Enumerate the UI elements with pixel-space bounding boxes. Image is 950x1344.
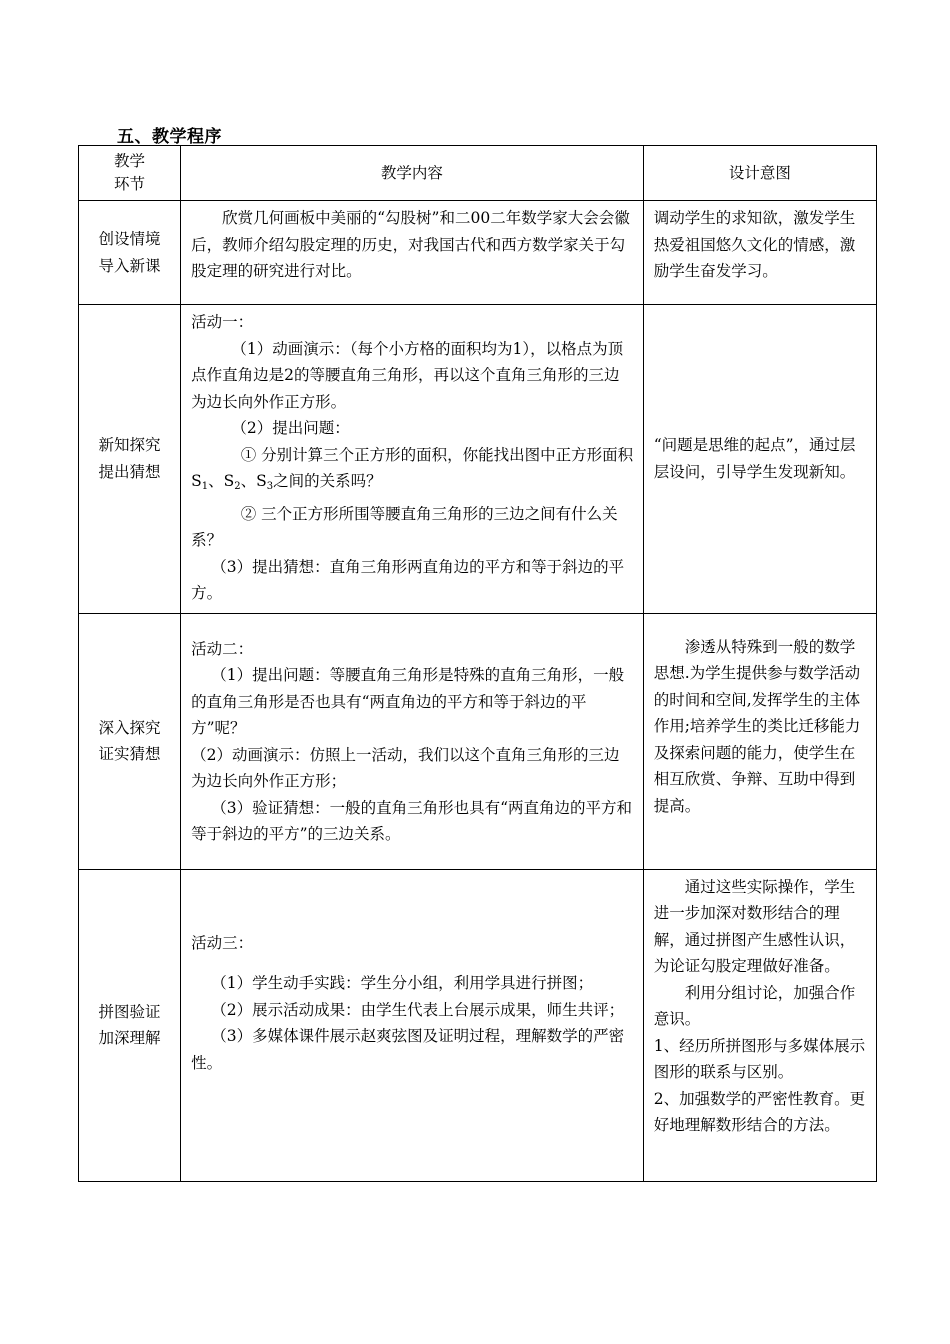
stage-label-line1: 新知探究 — [98, 436, 161, 455]
table-header-row — [79, 146, 877, 201]
content-paragraph: ② 三个正方形所围等腰直角三角形的三边之间有什么关系？ — [191, 504, 618, 549]
content-paragraph: （3）多媒体课件展示赵爽弦图及证明过程，理解数学的严密性。 — [191, 1027, 625, 1072]
stage-cell — [79, 305, 181, 614]
content-paragraph: 欣赏几何画板中美丽的“勾股树”和二00二年数学家大会会徽后，教师介绍勾股定理的历史，对我国古代和西方数学家关于勾股定理的研究进行对比。 — [191, 209, 630, 280]
formula-s1: $S_1$ — [191, 472, 209, 492]
stage-cell — [79, 613, 181, 869]
content-paragraph: （2）展示活动成果：由学生代表上台展示成果，师生共评； — [211, 1000, 625, 1019]
stage-label-line1: 拼图验证 — [98, 1002, 161, 1021]
content-paragraph: （3）验证猜想：一般的直角三角形也具有“两直角边的平方和等于斜边的平方”的三边关系。 — [191, 798, 633, 843]
stage-label-line1: 深入探究 — [98, 718, 161, 737]
stage-label-line2: 证实猜想 — [98, 745, 161, 763]
teaching-procedure-table — [78, 145, 877, 1182]
content-paragraph: （3）提出猜想：直角三角形两直角边的平方和等于斜边的平方。 — [191, 557, 625, 602]
header-stage-line1: 教学 — [114, 152, 146, 170]
table-row — [79, 613, 877, 869]
purpose-cell — [643, 201, 876, 305]
stage-label-line2: 加深理解 — [98, 1029, 161, 1047]
purpose-paragraph: 1、经历所拼图形与多媒体展示图形的联系与区别。 — [653, 1036, 866, 1081]
header-stage-line2: 环节 — [114, 175, 146, 193]
header-content: 教学内容 — [181, 146, 644, 201]
formula-s3: $S_3$ — [256, 472, 274, 492]
content-paragraph: 活动一： — [191, 313, 254, 331]
section-title: 五、教学程序 — [117, 127, 222, 147]
purpose-paragraph: 2、加强数学的严密性教育。更好地理解数形结合的方法。 — [653, 1089, 866, 1134]
purpose-paragraph: 调动学生的求知欲，激发学生热爱祖国悠久文化的情感，激励学生奋发学习。 — [653, 209, 856, 280]
purpose-paragraph: “问题是思维的起点”，通过层层设问，引导学生发现新知。 — [653, 436, 856, 481]
purpose-cell — [643, 613, 876, 869]
content-cell — [181, 869, 644, 1181]
header-purpose: 设计意图 — [643, 146, 876, 201]
formula-s2: $S_2$ — [223, 472, 241, 492]
content-paragraph: （2）动画演示：仿照上一活动，我们以这个直角三角形的三边为边长向外作正方形； — [191, 745, 620, 790]
question-text: ① 分别计算三个正方形的面积，你能找出图中正方形面积 — [240, 445, 634, 464]
table-row — [79, 869, 877, 1181]
purpose-paragraph: 渗透从特殊到一般的数学思想.为学生提供参与数学活动的时间和空间,发挥学生的主体作用;培养学生的类比迁移能力及探索问题的能力，使学生在相互欣赏、争辩、互助中得到提高。 — [653, 637, 861, 815]
content-cell — [181, 201, 644, 305]
stage-label-line2: 提出猜想 — [98, 462, 161, 481]
header-stage — [79, 146, 181, 201]
purpose-cell — [643, 869, 876, 1181]
purpose-paragraph: 通过这些实际操作，学生进一步加深对数形结合的理解，通过拼图产生感性认识，为论证勾股定理做好准备。 — [653, 877, 856, 975]
table-row — [79, 305, 877, 614]
content-paragraph: ① 分别计算三个正方形的面积，你能找出图中正方形面积$S_1$、$S_2$、$S_3$之间的关系吗？ — [191, 445, 634, 492]
content-paragraph: 活动三： — [191, 933, 254, 952]
stage-cell — [79, 201, 181, 305]
content-paragraph: （1）提出问题：等腰直角三角形是特殊的直角三角形，一般的直角三角形是否也具有“两直角边的平方和等于斜边的平方”呢？ — [191, 666, 625, 737]
content-paragraph: （1）动画演示：（每个小方格的面积均为1），以格点为顶点作直角边是2的等腰直角三角形，再以这个直角三角形的三边为边长向外作正方形。 — [191, 339, 624, 411]
stage-label-line1: 创设情境 — [98, 230, 161, 248]
purpose-cell — [643, 305, 876, 614]
content-paragraph: （1）学生动手实践：学生分小组，利用学具进行拼图； — [211, 974, 594, 992]
content-paragraph: 活动二： — [191, 639, 254, 658]
content-cell — [181, 613, 644, 869]
purpose-paragraph: 利用分组讨论，加强合作意识。 — [653, 983, 856, 1028]
content-paragraph: （2）提出问题： — [231, 419, 350, 437]
table-row — [79, 201, 877, 305]
content-cell — [181, 305, 644, 614]
stage-label-line2: 导入新课 — [98, 256, 161, 275]
stage-cell — [79, 869, 181, 1181]
